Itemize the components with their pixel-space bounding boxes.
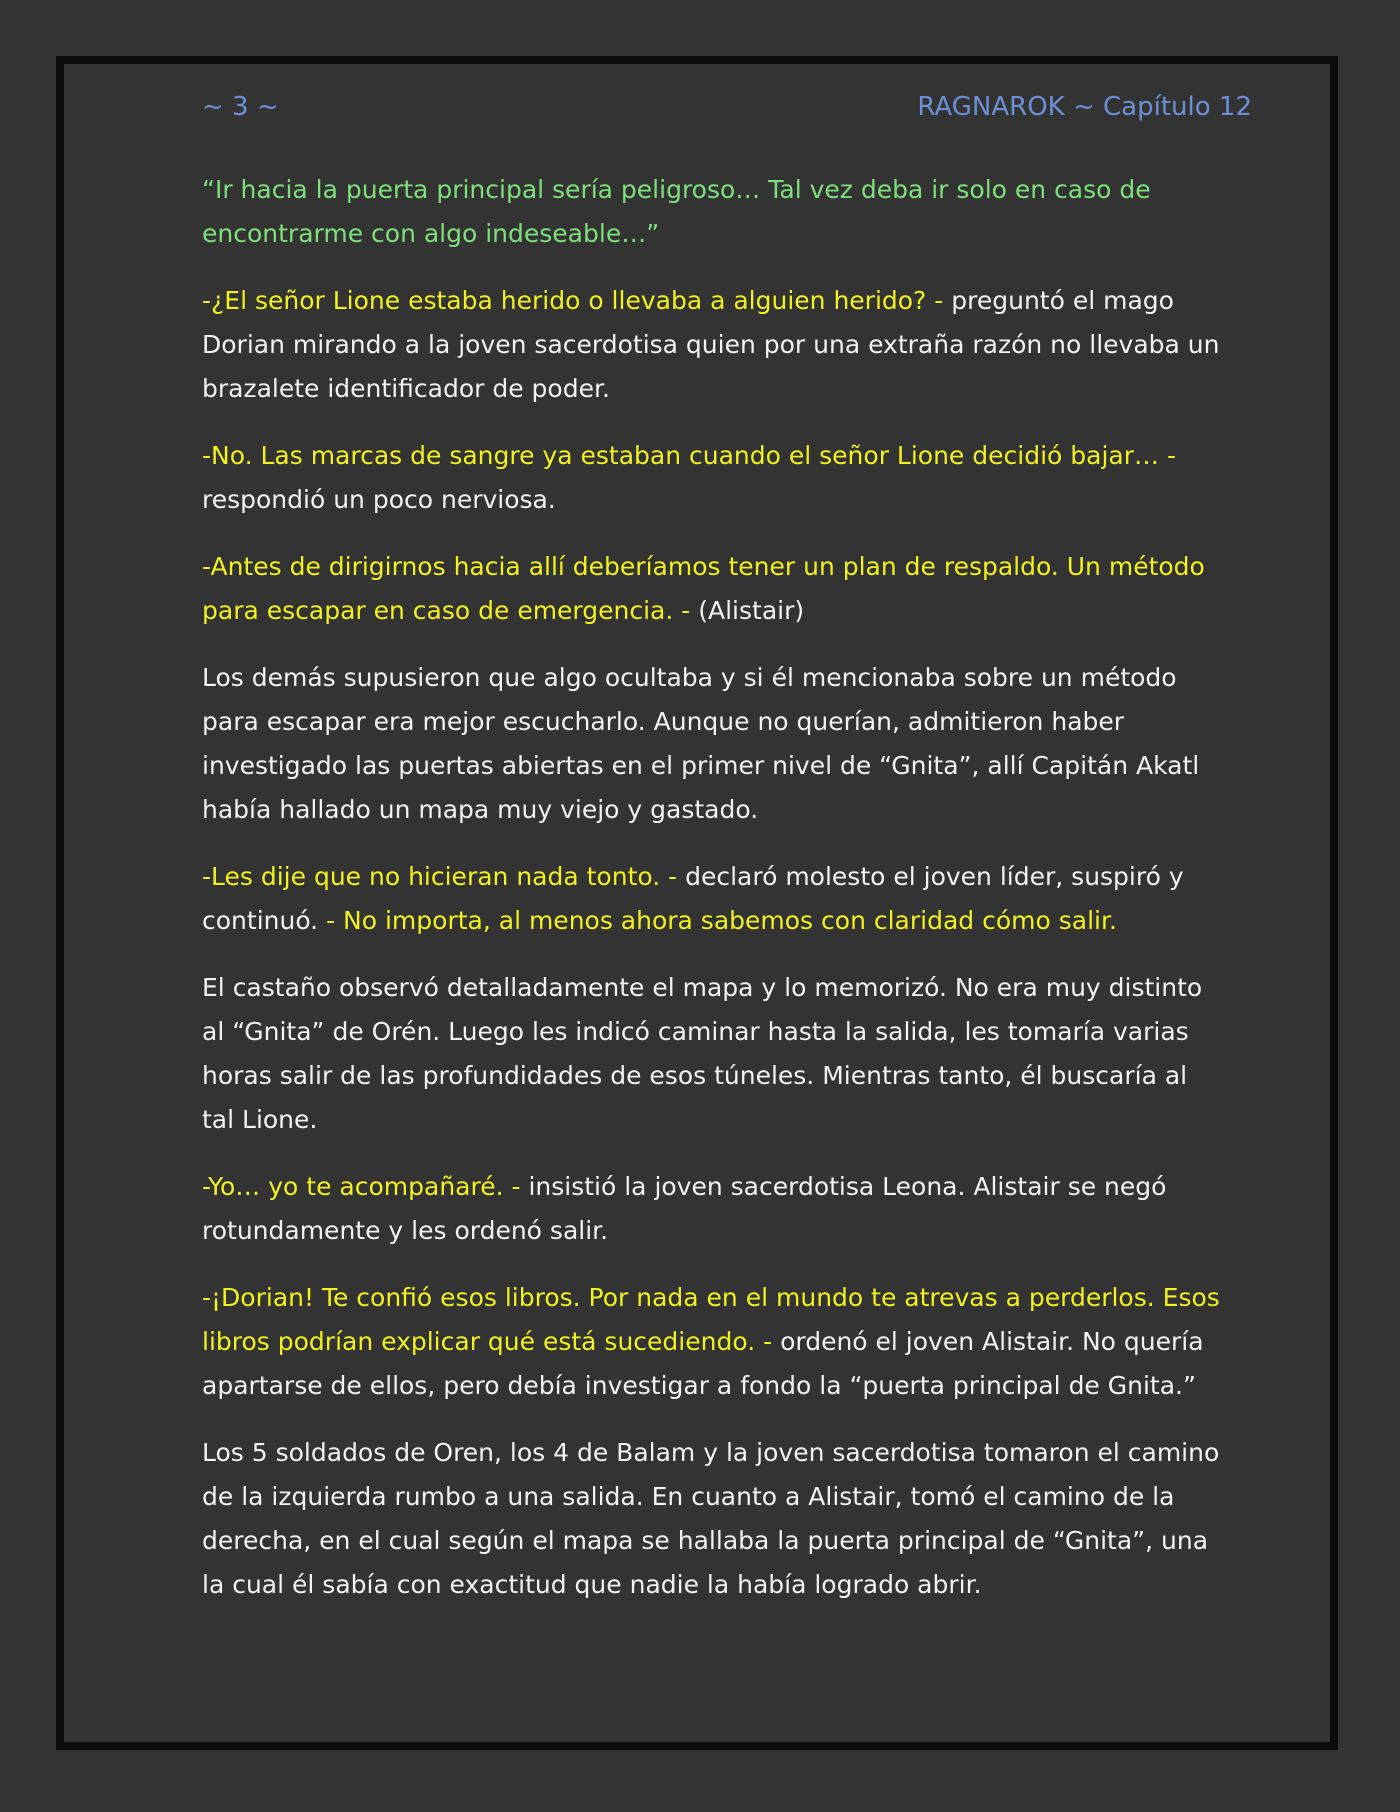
paragraph (202, 1165, 1222, 1253)
dialogue-text: -¡Dorian! Te confió esos libros. Por nada en el mundo te atrevas a perderlos. Esos libros podrían explicar qué está sucediendo. - (202, 1283, 1220, 1356)
narration-text: (Alistair) (698, 596, 805, 625)
narration-text: insistió la joven sacerdotisa Leona. Alistair se negó rotundamente y les ordenó salir. (202, 1172, 1167, 1245)
paragraph (202, 434, 1222, 522)
paragraph (202, 279, 1222, 411)
narration-text: respondió un poco nerviosa. (202, 485, 556, 514)
dialogue-text: -Les dije que no hicieran nada tonto. - (202, 862, 686, 891)
paragraph (202, 1431, 1222, 1607)
dialogue-text: -¿El señor Lione estaba herido o llevaba a alguien herido? - (202, 286, 952, 315)
dialogue-text: -Antes de dirigirnos hacia allí deberíamos tener un plan de respaldo. Un método para escapar en caso de emergencia. - (202, 552, 1205, 625)
page-number: ~ 3 ~ (202, 92, 279, 122)
dialogue-text: -Yo… yo te acompañaré. - (202, 1172, 529, 1201)
paragraph (202, 545, 1222, 633)
paragraph (202, 855, 1222, 943)
narration-text: preguntó el mago Dorian mirando a la joven sacerdotisa quien por una extraña razón no llevaba un brazalete identificador de poder. (202, 286, 1220, 403)
narration-text: Los 5 soldados de Oren, los 4 de Balam y la joven sacerdotisa tomaron el camino de la izquierda rumbo a una salida. En cuanto a Alistair, tomó el camino de la derecha, en el cual según el mapa se hallaba la puerta principal de “Gnita”, una la cual él sabía con exactitud que nadie la había logrado abrir. (202, 1438, 1220, 1599)
paragraph (202, 168, 1222, 256)
page-frame (56, 56, 1338, 1750)
paragraph (202, 966, 1222, 1142)
narration-text: ordenó el joven Alistair. No quería apartarse de ellos, pero debía investigar a fondo la “puerta principal de Gnita.” (202, 1327, 1204, 1400)
dialogue-text: -No. Las marcas de sangre ya estaban cuando el señor Lione decidió bajar… - (202, 441, 1176, 470)
chapter-title: RAGNAROK ~ Capítulo 12 (917, 92, 1252, 122)
dialogue-text: - No importa, al menos ahora sabemos con claridad cómo salir. (326, 906, 1117, 935)
paragraph (202, 1276, 1222, 1408)
narration-text: Los demás supusieron que algo ocultaba y si él mencionaba sobre un método para escapar era mejor escucharlo. Aunque no querían, admitieron haber investigado las puertas abiertas en el primer nivel de “Gnita”, allí Capitán Akatl había hallado un mapa muy viejo y gastado. (202, 663, 1200, 824)
page-header (202, 92, 1252, 132)
paragraph (202, 656, 1222, 832)
story-text (202, 168, 1222, 1630)
narration-text: El castaño observó detalladamente el mapa y lo memorizó. No era muy distinto al “Gnita” de Orén. Luego les indicó caminar hasta la salida, les tomaría varias horas salir de las profundidades de esos túneles. Mientras tanto, él buscaría al tal Lione. (202, 973, 1203, 1134)
narration-text: declaró molesto el joven líder, suspiró y continuó. (202, 862, 1184, 935)
thought-text: “Ir hacia la puerta principal sería peligroso… Tal vez deba ir solo en caso de encontrarme con algo indeseable…” (202, 175, 1151, 248)
